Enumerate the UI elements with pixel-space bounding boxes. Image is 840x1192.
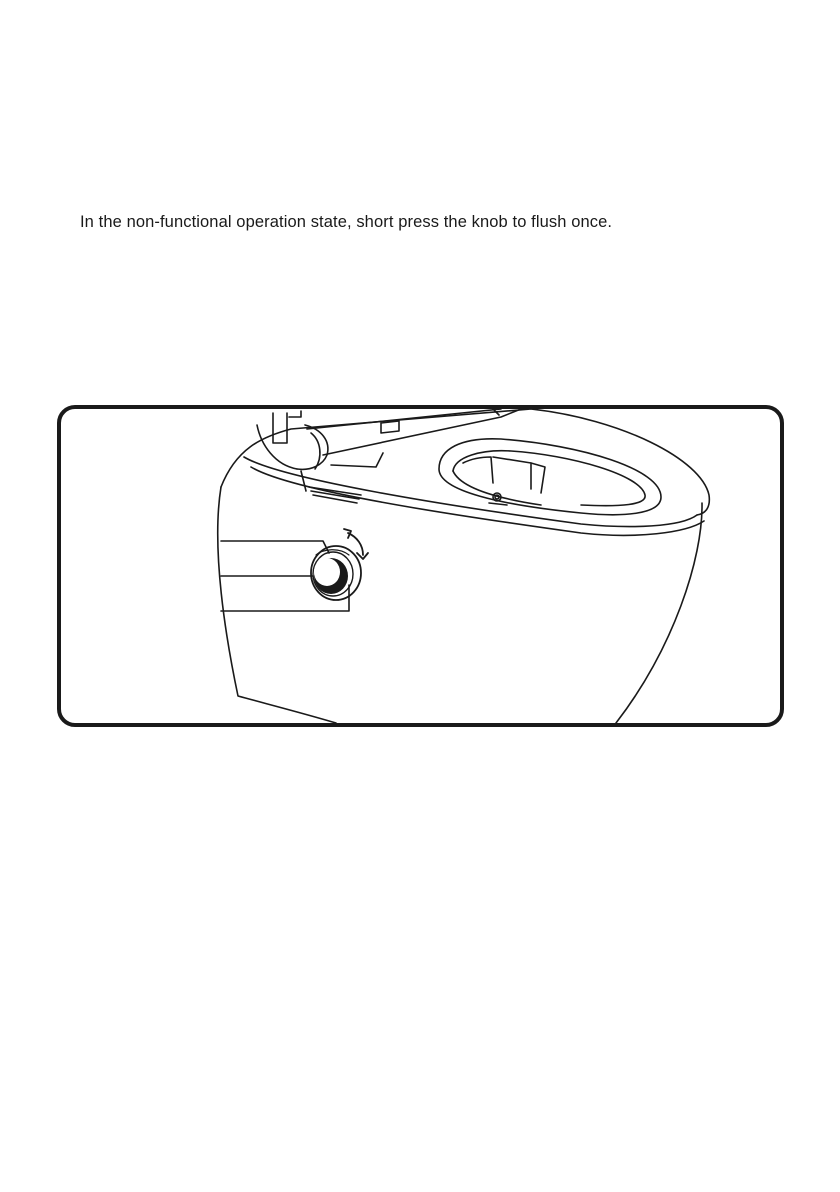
toilet-body-outline [218, 487, 336, 723]
leader-line-1 [221, 541, 329, 553]
instruction-text: In the non-functional operation state, short press the knob to flush once. [80, 213, 613, 231]
seat-opening [439, 439, 661, 515]
lid-panel [307, 409, 501, 429]
seat-hinge [273, 413, 287, 443]
figure-frame [57, 405, 784, 727]
toilet-illustration [61, 409, 780, 723]
knob-icon [311, 546, 361, 600]
